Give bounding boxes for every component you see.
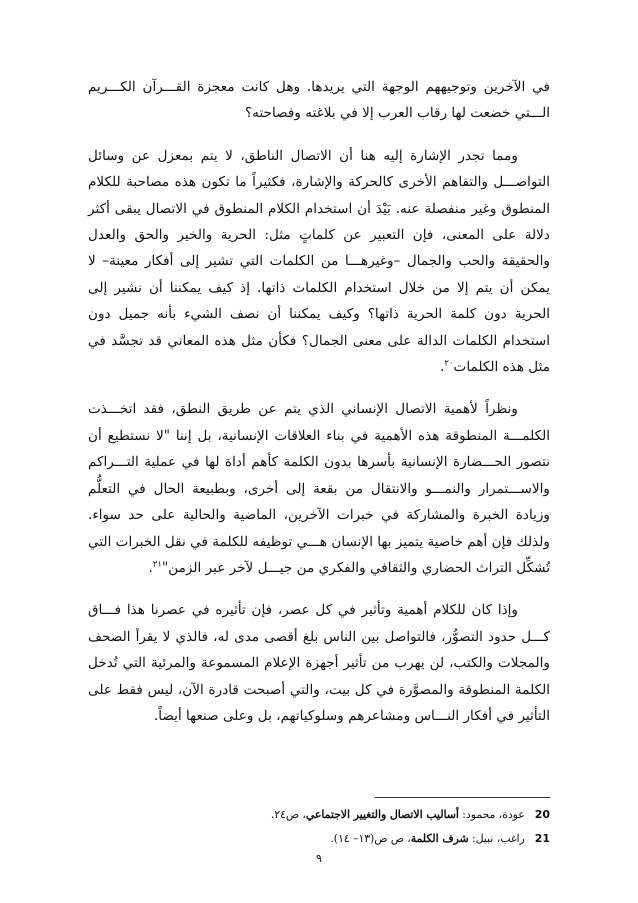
- footnote-number: 21: [534, 832, 550, 845]
- footnote-21: [88, 827, 550, 851]
- page-number: ٩: [316, 852, 322, 865]
- paragraph-4: [88, 597, 550, 729]
- footnote-page: ، ص٢٤.: [270, 808, 306, 821]
- paragraph-3-text: ونظراً لأهمية الاتصال الإنساني الذي يتم عن طريق النطق، فقد اتخـــذت الكلمـــة المنطوقة هذه الأهمية في بناء العلاقات الإنسانية، بل إننا "لا نستطيع أن نتصور الحـــضارة الإنسانية بأسرها بدون الكلمة كأهم أداة لها في عملية التـــراكم والاســـتمرار والنمـــو والانتقال من بقعة إلى أخرى، وبطبيعة الحال في التعلُّم وزيادة الخبرة والمشاركة في خبرات الآخرين، الماضية والحالية على حد سواء. ولذلك فإن أهم خاصية يتميز بها الإنسان هـــي توظيفه للكلمة في نقل الخبرات التي تُشكِّل التراث الحضاري والثقافي والفكري من جيـــل لآخر عبر الزمن": [88, 401, 550, 576]
- footnote-number: 20: [534, 808, 550, 821]
- footnote-separator: [375, 797, 550, 798]
- footnote-title: أساليب الاتصال والتغيير الاجتماعي: [305, 808, 459, 821]
- paragraph-3: [88, 396, 550, 581]
- paragraph-2-end: .: [440, 359, 445, 376]
- paragraph-3-end: .: [148, 559, 153, 576]
- footnote-title: شرف الكلمة: [410, 832, 469, 845]
- footnote-ref-21[interactable]: ٢١: [152, 559, 162, 570]
- footnote-page: ، ص ص(١٣– ١٤).: [330, 832, 411, 845]
- paragraph-1-text: في الآخرين وتوجيههم الوجهة التي يريدها. وهل كانت معجزة القـــرآن الكـــريم الـــتي خضعت لها رقاب العرب إلا في بلاغته وفصاحته؟: [88, 79, 550, 122]
- paragraph-2-text: ومما تجدر الإشارة إليه هنا أن الاتصال الناطق، لا يتم بمعزل عن وسائل التواصـــل والتفاهم الأخرى كالحركة والإشارة، فكثيراً ما تكون هذه مصاحبة للكلام المنطوق وغير منفصلة عنه. بَيْدَ أن استخدام الكلام المنطوق في الاتصال يبقى أكثر دلالة على المعنى، فإن التعبير عن كلماتٍ مثل: الحرية والخير والحق والعدل والحقيقة والحب والجمال –وغيرهـــا من الكلمات التي تشير إلى أفكار معينة– لا يمكن أن يتم إلا من خلال استخدام الكلمات ذاتها. إذ كيف يمكننا أن نشير إلى الحرية دون كلمة الحرية ذاتها؟ وكيف يمكننا أن نصف الشيء بأنه جميل دون استخدام الكلمات الدالة على معنى الجمال؟ فكأن مثل هذه المعاني قد تجسَّد في مثل هذه الكلمات: [88, 147, 550, 376]
- footnotes: [88, 803, 550, 851]
- footnote-author: عودة، محمود:: [458, 808, 525, 821]
- body-text: [88, 74, 550, 729]
- paragraph-1: [88, 74, 550, 127]
- footnote-author: راغب، نبيل:: [468, 832, 525, 845]
- paragraph-4-text: وإذا كان للكلام أهمية وتأثير في كل عصر، فإن تأثيره في عصرنا هذا فـــاق كـــل حدود التصوُّر، فالتواصل بين الناس بلغ أقصى مدى له، فالذي لا يقرأ الصحف والمجلات والكتب، لن يهرب من تأثير أجهزة الإعلام المسموعة والمرئية التي تُدخل الكلمة المنطوقة والمصوَّرة في كل بيت، والتي أصبحت قادرة الآن، ليس فقط على التأثير في أفكار النـــاس ومشاعرهم وسلوكياتهم، بل وعلى صنعها أيضاً.: [88, 602, 550, 724]
- footnote-20: [88, 803, 550, 827]
- paragraph-2: [88, 143, 550, 381]
- footnote-ref-20[interactable]: ٢٠: [444, 358, 454, 369]
